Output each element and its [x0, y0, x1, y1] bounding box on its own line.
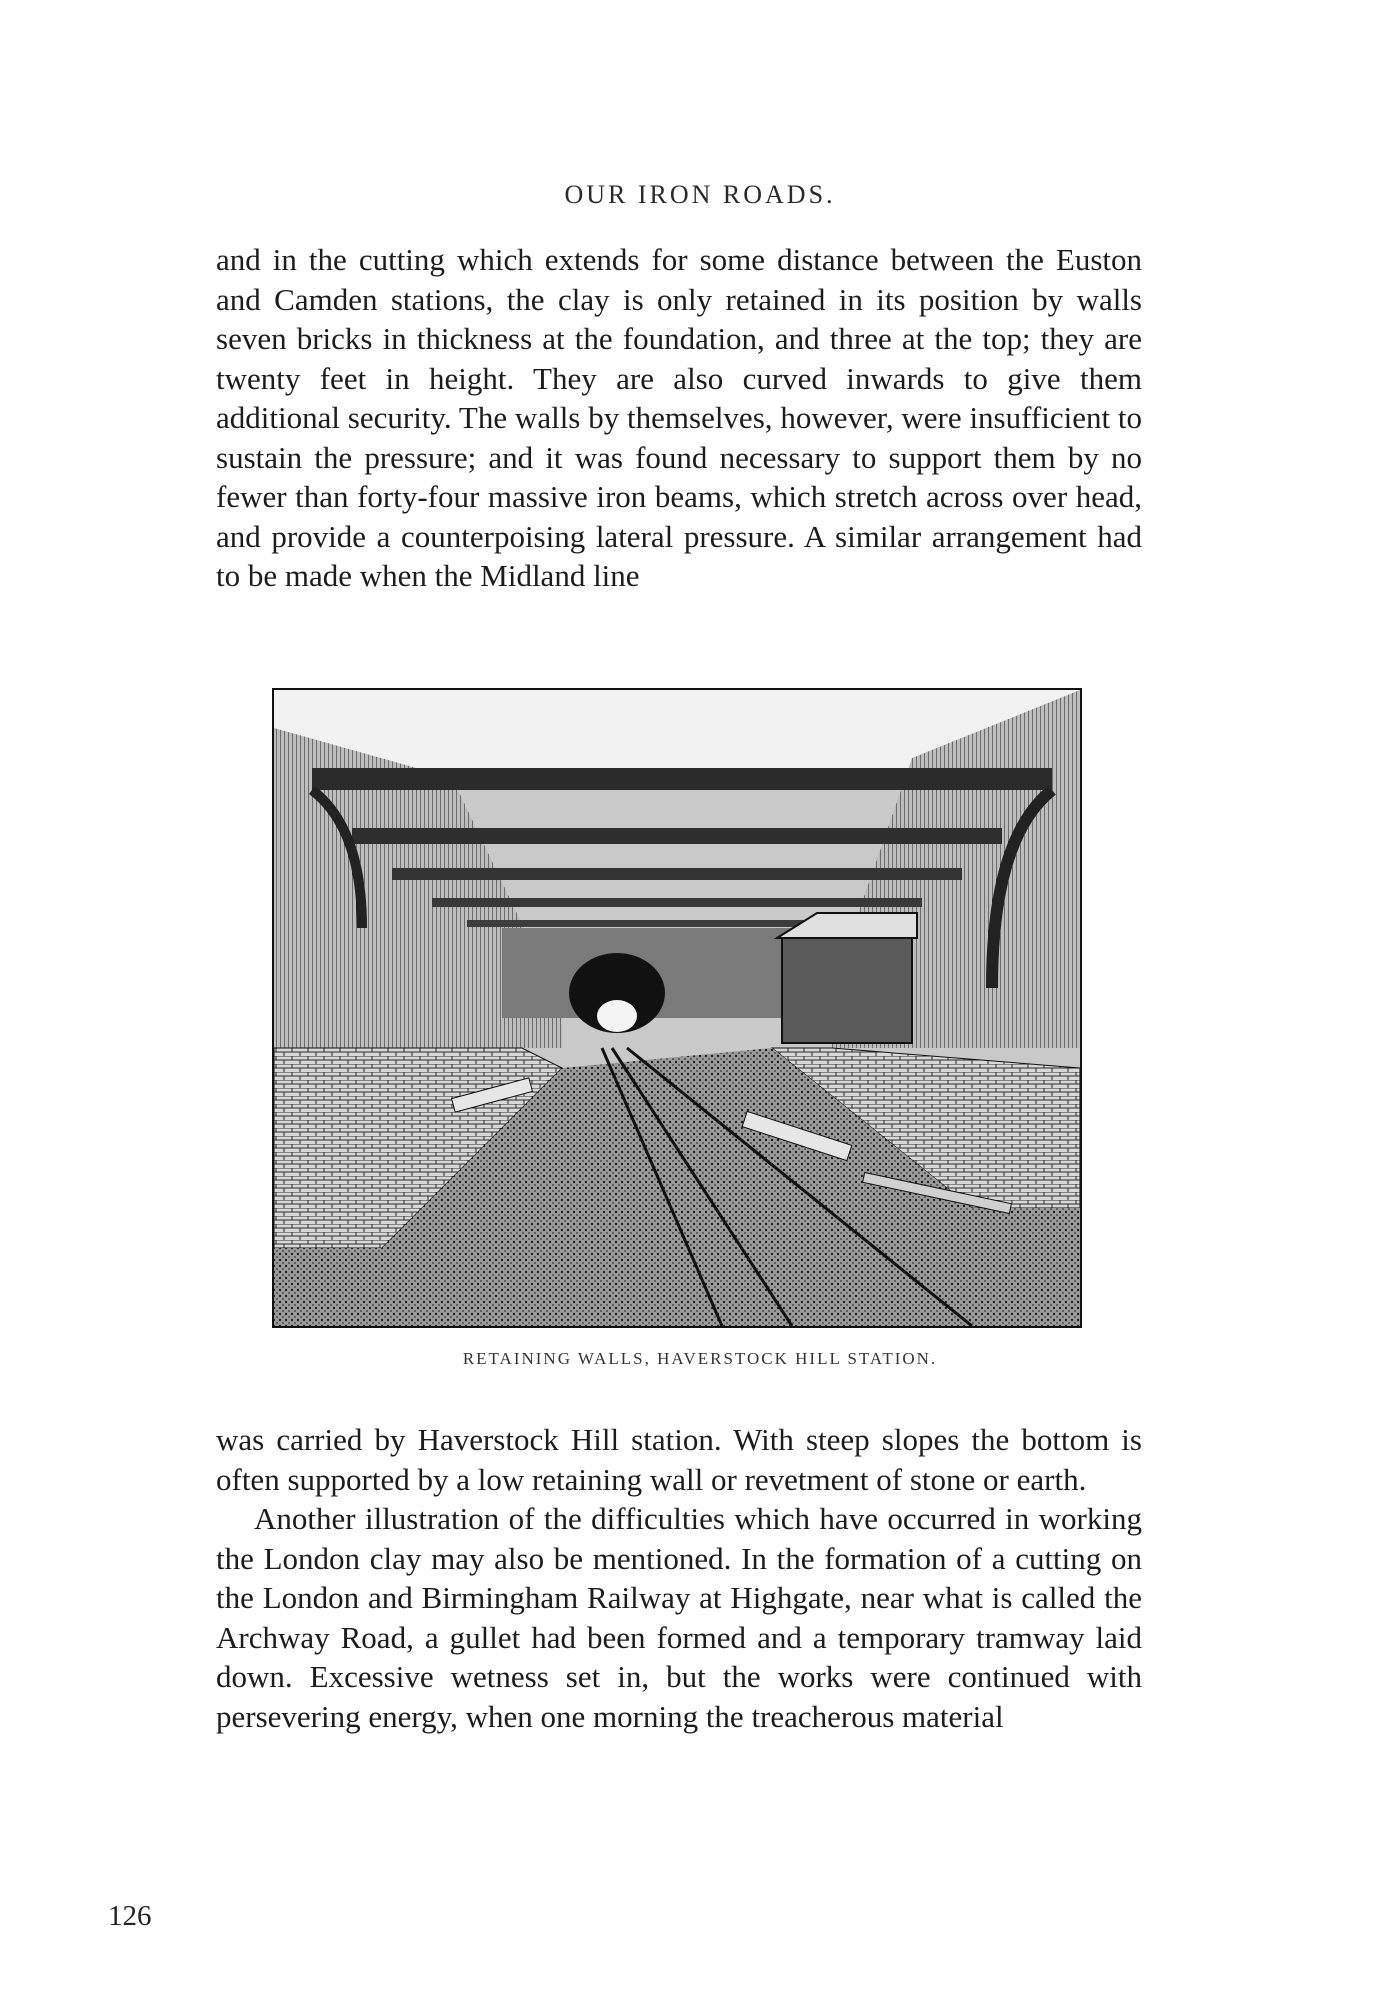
body-text-after-figure [216, 1420, 1142, 1736]
page-number: 126 [108, 1900, 152, 1932]
body-text-before-figure [216, 240, 1142, 596]
paragraph: and in the cutting which extends for some distance between the Euston and Camden stations, the clay is only retained in its position by walls seven bricks in thickness at the foundation, and three at the top; they are twenty feet in height. They are also curved inwards to give them additional security. The walls by themselves, however, were insufficient to sustain the pressure; and it was found necessary to support them by no fewer than forty-four massive iron beams, which stretch across over head, and provide a counterpoising lateral pressure. A similar arrangement had to be made when the Midland line [216, 242, 1142, 593]
engraving-illustration [272, 688, 1082, 1328]
running-head: OUR IRON ROADS. [564, 180, 836, 209]
figure-caption: RETAINING WALLS, HAVERSTOCK HILL STATION. [462, 1349, 938, 1368]
paragraph: Another illustration of the difficulties which have occurred in working the London clay may also be mentioned. In the formation of a cutting on the London and Birmingham Railway at Highgate, near what is called the Archway Road, a gullet had been formed and a temporary tramway laid down. Excessive wetness set in, but the works were continued with persevering energy, when one morning the treacherous material [216, 1501, 1142, 1734]
paragraph-continuation: was carried by Haverstock Hill station. With steep slopes the bottom is often supported by a low retaining wall or revetment of stone or earth. [216, 1422, 1142, 1497]
